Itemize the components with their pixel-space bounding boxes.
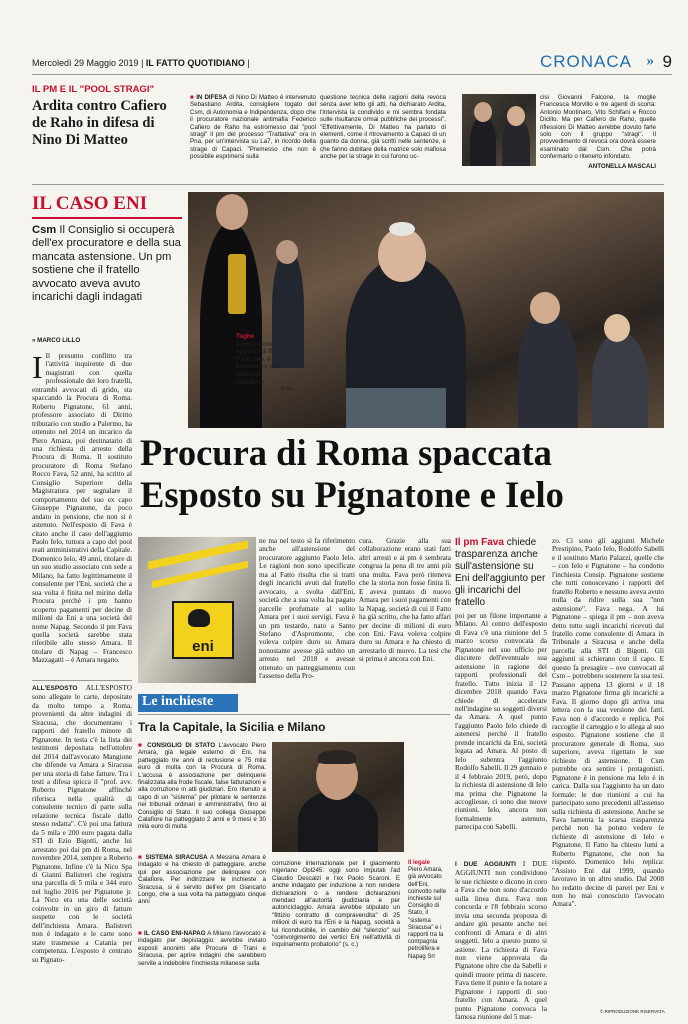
sidebar-item-1: ■ CONSIGLIO DI STATO L'avvocato Piero Amara, già legale esterno di Eni, ha patteggiato tre anni di reclusione e 75 mila euro di multa con la Procura di Roma. L'accusa è associazione per delinquere finalizzata alla frode fiscale, false fatturazioni e alla corruzione in atti giudiziari. Ero ritenuto a capo di un "sistema" per pilotare le sentenze nei tribunali ordinari e amministrativi, fino al Consiglio di Stato. Il suo collega Giuseppe Calafiore ha patteggiato 2 anni e 9 mesi e 30 mila euro di multa	[138, 742, 266, 831]
copyright-note: © RIPRODUZIONE RISERVATA	[600, 1009, 665, 1014]
eni-building-photo	[138, 537, 256, 683]
sidebar-item-2: ■ SISTEMA SIRACUSA A Messina Amara è indagato e ha chiesto di patteggiare, anche qui per associazione per delinquere con Calafiore. Per indirizzare le inchieste a Siracusa, si è servito dell'ex pm Giancarlo Longo, che a sua volta ha patteggiato cinque anni	[138, 854, 266, 906]
main-byline: » MARCO LILLO	[32, 337, 81, 344]
main-col4b: I DUE AGGIUNTI I DUE AGGIUNTI non condividono le sue richieste e dicono in coro a Fava che non sono d'accordo sulla linea dura. Fava non concorda e l'8 febbraio scorso invia una seconda proposta di andare giù pesante anche nei confronti di Amara e di altri soggetti. Ielo a questo punto si astiene. La richiesta di Fava non viene approvata da Pignatone oltre che da Sabelli e quindi muore prima di nascere. Fava tiene il punto e fa notare a Pignatone i rapporti di suo fratello con Amara. A quel punto Pignatone convoca la famosa riunione del 5 mar-	[455, 860, 547, 1022]
top-story-col1: ■ IN DIFESA di Nino Di Matteo è intervenuto Sebastiano Ardita, consigliere togato del Csm, di Autonomia e Indipendenza, dopo che il procuratore nazionale antimafia Federico Cafiero de Raho ha estromesso dal "pool stragi" il pm del processo "Trattativa" ora in Pna, per un'intervista su La7, in ricordo della strage di Capaci. "Premesso che non è possibile esprimersi sulla	[190, 94, 316, 161]
main-headline: Procura di Roma spaccata Esposto su Pignatone e Ielo	[140, 432, 564, 515]
top-story-byline: ANTONELLA MASCALI	[588, 163, 656, 170]
sidebar-title: Tra la Capitale, la Sicilia e Milano	[138, 720, 326, 734]
top-story-title	[32, 84, 182, 149]
sidebar-photo	[272, 742, 404, 852]
eni-logo-text: eni	[192, 638, 214, 655]
divider	[138, 714, 450, 715]
story-summary: Csm Il Consiglio si occuperà dell'ex procuratore e della sua mancata astensione. Un pm sostiene che il fratello avvocato aveva avuto incarichi dagli indagati	[32, 224, 181, 304]
main-col1: I Il presunto conflitto tra l'attività inquirente di due magistrati con quella professionale dei loro fratelli, entrambi avvocati di grido, sta spaccando la Procura di Roma. Roberto Pignatone, 61 anni, professore associato di Diritto tributario con studio a Palermo, ha ottenuto nel 2014 un incarico da Piero Amara, poi destinatario di una richiesta di arresto della Procura di Roma. Il sostituto procuratore di Roma Stefano Rocco Fava, 52 anni, ha scritto al Consiglio Superiore della Magistratura per segnalare il comportamento del suo ex capo Giuseppe Pignatone, da poco andato in pensione, che non si è astenuto. Nell'esposto di Fava è citato anche il caso dell'aggiunto Paolo Ielo, tuttora a capo del pool reati amministrativi della Capitale. Domenico Ielo, 49 anni, titolare di un suo studio associato con sede a Milano, ha fatto legittimamente il consulente per l'Eni, società che a sua volta è finita nel mirino della Procura perché i pm hanno scoperto pagamenti per decine di milioni da Eni a una società del nome Napag. Secondo il pm Fava quella società sarebbe stata riferibile allo stesso Amara. Il titolare di Napag – Francesco Mazzagatti – è Amara negano.	[32, 349, 132, 665]
issue-date: Mercoledì 29 Maggio 2019 | IL FATTO QUOTIDIANO |	[32, 58, 250, 68]
divider	[32, 680, 132, 681]
main-col2: ne ma nel testo si fa riferimento anche all'astensione del procuratore aggiunto Paolo Ielo. Le ragioni non sono specificate ma al Fatto risulta che si tratti degli incarichi avuti dal fratello avvocato, a svolta dall'Eni, società che a sua volta ha pagato parcelle profumate al solito Amara per i suoi servigi. Fava è un pm testardo, nato a Santo Stefano d'Aspromonte, che voleva colpire duro su Amara nonostante avesse già subito un arresto nel 2018 e avesse ottenuto un patteggiamento con l'assenso della Pro-	[259, 537, 355, 681]
top-story-photo	[462, 94, 536, 166]
summary-label: Csm	[32, 224, 57, 236]
sidebar-label: Le inchieste	[142, 694, 214, 709]
sidebar-item-3: ■ IL CASO ENI-NAPAG A Milano l'avvocato è indagato per depistaggio: avrebbe inviato esposti anonimi alle Procure di Trani e Siracusa, per aprire indagini che sarebbero servite a indebolire l'inchiesta milanese sulla	[138, 930, 266, 967]
caption-label: Toghe	[236, 333, 255, 340]
main-col1b: ALL'ESPOSTO ALL'ESPOSTO sono allegate le carte, depositate da molto tempo a Roma, provenienti da altre indagini di Siracusa, che documentano i rapporti del fratello minore di Pignatone. In testa c'è la lista dei testimoni depositata nell'ottobre del 2014 dall'avvocato Mangione che difende va Amara a Siracusa per una storia di false fatture. Tra i testi a difesa spicca il "prof. avv. Roberto Pignatone affinché riferisca nella qualità di consulente tecnico di parte sulla relazione tecnica fiscale dallo stesso redatta". C'è poi una fattura da 5 mila e 200 euro pagata dalla STI di Ezio Bigotti, anche lui arrestato poi dai pm di Roma, nel novembre 2014, sempre a Roberto Pignatone. Infine c'è la Nico Spa di Gianni Balistreri che registra una parcella di 5 mila e 344 euro nel luglio 2016 per Pignatone jr. La Nico era una delle società coinvolte in un giro di fatture sospette con le società dell'inchiesta Amara. Balistreri non è indagato e le carte sono state trasmesse a Catania per competenza. L'esposto è centrato su Pignato-	[32, 684, 132, 964]
eni-logo-sign	[172, 601, 234, 659]
pull-quote: Il pm Fava chiede trasparenza anche sull'astensione su Eni dell'aggiunto per gli incarichi del fratello	[455, 537, 546, 608]
page-number: 9	[662, 52, 672, 71]
top-story-col3: cisi Giovanni Falcone, la moglie Francesca Morvillo e tre agenti di scorta: Antonio Montinaro, Vito Schifani e Rocco Dicillo. Ma per Cafiero de Raho, quelle riflessioni Di Matteo avrebbe dovuto farle solo con il gruppo "stragi". Il provvedimento di revoca ora dovrà essere esaminato dal Csm. Che potrà confermarlo o ritenerlo infondato.	[540, 94, 656, 161]
main-col5: zo. Ci sono gli aggiunti Michele Prestipino, Paolo Ielo, Rodolfo Sabelli e il sostituto Mario Palazzi, quelle che – con Ielo e Pignatone – ha condotto l'inchiesta Consip. Pignatone sostiene che tutti conoscevano i rapporti del fratello Roberto e nessuno aveva avuto nulla da ridire sulla sua "non astensione". Fava nega. A lui Pignatone – spiega il pm – non aveva detto tutto sugli incarichi ricevuti dal fratello come consulente di Amara in Tribunale a Siracusa e anche della parcella alla STI di Bigotti. Gli aggiunti si schierano con il capo. E questo fa presagire – ove convocati al Csm – potrebbero sostenere la sua tesi. Passano appena 13 giorni e il 18 marzo Pignatone firma gli incarichi a Fava. Il giorno dopo gli arriva una lettera con la sua versione dei fatti. Fava non è d'accordo e replica. Poi raccoglie il carteggio e lo allega al suo esposto. Pignatone sostiene che il procuratore generale di Roma, suo superiore, aveva rigettato le sue richieste di astensione. Il Csm potrebbe ora sentire i protagonisti. Pignatone è in pensione ma Ielo è in carica. Dalla sua l'aggiunto ha un dato formale: le due riunioni a cui ha partecipato sono precedenti all'assenso sulla richiesta di astensione. Anche se Fava lamenta la scarsa trasparenza perché non ha potuto vedere le richieste di astensione di Ielo e Pignatone. Il Fatto ha chiesto lumi a Roberto Pignatone, che non ha risposto. Domenico Ielo replica: "Assisto Eni dal 1999, quando lavoravo in un altro studio. Dal 2008 ho redatto decine di pareri per Eni e non ho mai conosciuto l'avvocato Amara".	[552, 537, 664, 909]
main-photo-caption: Toghe Il procuratore aggiunto di Roma, Paolo Ielo, e l'ex procuratore capo, Giuseppe Pignatone Ansa	[236, 333, 292, 393]
section-name: CRONACA	[539, 52, 632, 71]
top-story-headline: Ardita contro Cafiero de Raho in difesa di Nino Di Matteo	[32, 98, 167, 148]
divider	[32, 217, 182, 219]
pull-quote-label: Il pm Fava	[455, 537, 504, 548]
top-story-kicker: IL PM E IL "POOL STRAGI"	[32, 84, 154, 95]
divider	[32, 184, 664, 185]
photo-credit: Ansa	[280, 386, 292, 393]
sidebar-item-4: corruzione internazionale per il giacimento nigeriano Opl245: oggi sono imputati l'ad Claudio Descalzi e l'ex Paolo Scaroni. E anche indagato per induzione a non rendere dichiarazioni o a rendere dichiarazioni mendaci all'autorità giudiziaria e per autoriciclaggio. Amara avrebbe stipulato un "fittizio contratto di compravendita" di 25 milioni di euro tra l'Eni e la Napag, società a lui riconducibile, in cambio del "silenzio" sul "coinvolgimento dei vertici Eni nell'attività di inquinamento probatorio" (s. c.)	[272, 860, 400, 949]
sidebar-box	[138, 694, 450, 1016]
section-label: IL CASO ENI	[32, 193, 148, 214]
page-header	[32, 52, 672, 75]
top-story-col2: questione tecnica delle ragioni della revoca senza aver letto gli atti, ha dichiarato Ardita, l'intervista la condivido e mi sembra fondata sulle risultanze ormai pubbliche dei processi". "Effettivamente, Di Matteo ha parlato di elementi, come il ritrovamento a Capaci di un guanto da donna, già scritti nelle sentenze, e che fanno dubitare della matrice solo mafiosa anche per la strage in cui furono uc-	[320, 94, 446, 161]
chevron-right-icon: »	[646, 53, 654, 69]
main-col3: cura. Grazie alla sua collaborazione erano stati fatti altri arresti e ai pm è sembrata congrua la pena di tre anni più una multa. Fava però riteneva che la storia non fosse finita lì. E aveva puntato di nuovo Amara per i suoi pagamenti con la Napag, società di cui il Fatto ha già scritto, che ha fatto affari per decine di milioni di euro con Eni. Fava voleva colpire duro su Amara e ha chiesto di arrestarlo di nuovo. La tesi che si prima è ancora con Eni.	[359, 537, 452, 664]
main-col4: poi per un filone importante a Milano. Al centro dell'esposto di Fava c'è una riunione del 5 marzo scorso convocata da Pignatone nel suo ufficio per discutere dell'eventuale sua astensione in ragione dei rapporti professionali del fratello. Tutto inizia il 12 dicembre 2018 quando Fava chiede di accelerare nell'indagine su soggetti diversi da Amara. A quel punto l'aggiunto Paolo Ielo chiede di astenersi perché il fratello prende incarichi da Eni, società legata ad Amara. Al posto di Ielo subentra l'aggiunto Rodolfo Sabelli. Il 29 gennaio e il 4 febbraio 2019, però, dopo la richiesta di astensione di Ielo ma prima che Pignatone la accogliesse, ci sono due nuove riunioni. Ielo, ancora non formalmente astenuto, partecipa con Sabelli.	[455, 612, 547, 832]
sidebar-photo-caption: Il legale Piero Amara, già avvocato dell'Eni, coinvolto nelle inchieste sul Consiglio di Stato, il "sistema Siracusa" e i rapporti tra la compagnia petrolifera e Napag Srl	[408, 860, 447, 960]
